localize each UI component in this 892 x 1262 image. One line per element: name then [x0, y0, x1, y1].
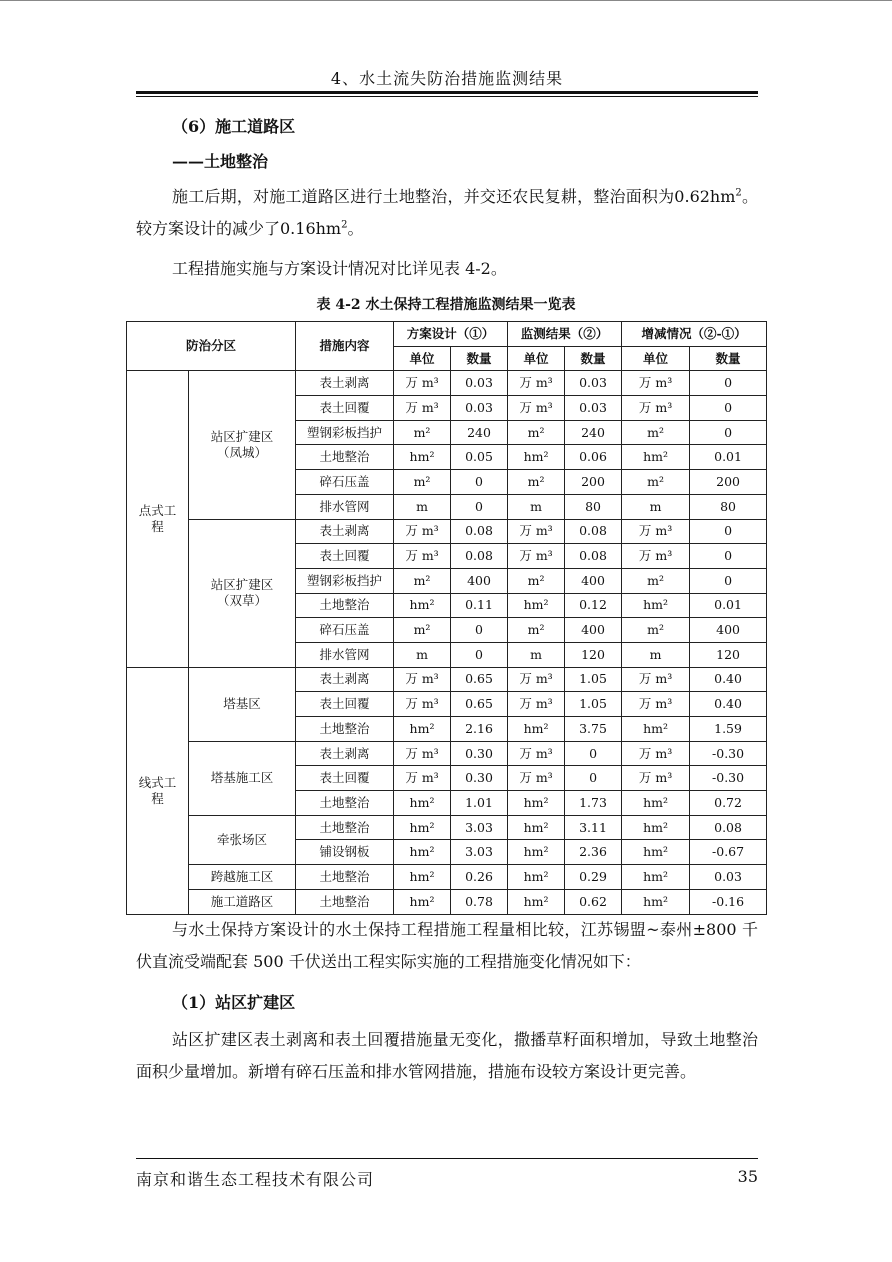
design-unit-cell: hm²	[394, 840, 451, 865]
monitor-unit-cell: 万 m³	[508, 396, 565, 421]
design-unit-cell: 万 m³	[394, 396, 451, 421]
change-qty-cell: 0	[690, 396, 767, 421]
header-rule-thick	[136, 91, 758, 94]
design-unit-cell: hm²	[394, 865, 451, 890]
table-row	[127, 865, 767, 890]
monitor-qty-cell: 0.03	[565, 371, 622, 396]
measure-cell: 塑钢彩板挡护	[296, 420, 394, 445]
monitor-qty-cell: 0	[565, 741, 622, 766]
table-row	[127, 519, 767, 544]
monitor-unit-cell: m²	[508, 618, 565, 643]
design-qty-cell: 0.11	[451, 593, 508, 618]
header-measure: 措施内容	[296, 322, 394, 371]
monitor-qty-cell: 400	[565, 618, 622, 643]
design-qty-cell: 0	[451, 618, 508, 643]
change-qty-cell: 0	[690, 544, 767, 569]
subzone-cell: 牵张场区	[189, 815, 296, 864]
change-unit-cell: 万 m³	[622, 741, 690, 766]
para1-text-a: 施工后期，对施工道路区进行土地整治，并交还农民复耕，整治面积为0.62hm	[172, 187, 736, 206]
change-qty-cell: 0.03	[690, 865, 767, 890]
footer-company: 南京和谐生态工程技术有限公司	[136, 1170, 375, 1189]
measure-cell: 表土回覆	[296, 544, 394, 569]
monitor-unit-cell: 万 m³	[508, 519, 565, 544]
header-change-qty: 数量	[690, 346, 767, 371]
change-qty-cell: 0	[690, 420, 767, 445]
measure-cell: 土地整治	[296, 865, 394, 890]
measure-cell: 排水管网	[296, 494, 394, 519]
paragraph-station-expansion: 站区扩建区表土剥离和表土回覆措施量无变化，撒播草籽面积增加，导致土地整治面积少量增加。新增有碎石压盖和排水管网措施，措施布设较方案设计更完善。	[136, 1030, 758, 1081]
subsection-heading: （1）站区扩建区	[172, 993, 296, 1012]
change-unit-cell: m²	[622, 618, 690, 643]
change-qty-cell: 0.40	[690, 692, 767, 717]
section-heading: （6）施工道路区	[172, 117, 296, 136]
change-qty-cell: 1.59	[690, 717, 767, 742]
subzone-cell: 施工道路区	[189, 889, 296, 914]
change-qty-cell: 80	[690, 494, 767, 519]
change-unit-cell: 万 m³	[622, 519, 690, 544]
change-qty-cell: -0.16	[690, 889, 767, 914]
paragraph-table-reference: 工程措施实施与方案设计情况对比详见表 4-2。	[172, 259, 507, 278]
change-qty-cell: -0.30	[690, 766, 767, 791]
design-unit-cell: hm²	[394, 889, 451, 914]
measure-cell: 表土剥离	[296, 741, 394, 766]
measure-cell: 表土剥离	[296, 519, 394, 544]
monitor-unit-cell: hm²	[508, 717, 565, 742]
design-unit-cell: 万 m³	[394, 519, 451, 544]
measure-cell: 碎石压盖	[296, 470, 394, 495]
monitor-qty-cell: 1.73	[565, 791, 622, 816]
change-unit-cell: m	[622, 494, 690, 519]
design-unit-cell: hm²	[394, 593, 451, 618]
subzone-cell: 跨越施工区	[189, 865, 296, 890]
monitor-unit-cell: 万 m³	[508, 544, 565, 569]
group-cell: 线式工程	[127, 667, 189, 914]
table-row	[127, 371, 767, 396]
design-qty-cell: 0	[451, 470, 508, 495]
table-row	[127, 667, 767, 692]
design-qty-cell: 0.05	[451, 445, 508, 470]
measure-cell: 土地整治	[296, 445, 394, 470]
monitor-unit-cell: m²	[508, 420, 565, 445]
monitor-unit-cell: m	[508, 642, 565, 667]
change-qty-cell: -0.30	[690, 741, 767, 766]
change-qty-cell: 0	[690, 568, 767, 593]
change-qty-cell: 120	[690, 642, 767, 667]
design-unit-cell: m	[394, 642, 451, 667]
header-design-qty: 数量	[451, 346, 508, 371]
design-unit-cell: 万 m³	[394, 741, 451, 766]
header-design-unit: 单位	[394, 346, 451, 371]
change-unit-cell: m²	[622, 568, 690, 593]
measure-cell: 表土回覆	[296, 396, 394, 421]
change-qty-cell: 0.40	[690, 667, 767, 692]
design-qty-cell: 240	[451, 420, 508, 445]
design-qty-cell: 0	[451, 642, 508, 667]
change-unit-cell: 万 m³	[622, 692, 690, 717]
header-monitor-unit: 单位	[508, 346, 565, 371]
monitor-unit-cell: hm²	[508, 889, 565, 914]
monitor-qty-cell: 0.06	[565, 445, 622, 470]
design-unit-cell: m²	[394, 420, 451, 445]
measure-cell: 土地整治	[296, 889, 394, 914]
change-unit-cell: hm²	[622, 593, 690, 618]
change-qty-cell: -0.67	[690, 840, 767, 865]
design-qty-cell: 0.08	[451, 544, 508, 569]
page-top-border	[0, 0, 892, 1]
design-unit-cell: hm²	[394, 791, 451, 816]
measure-cell: 表土剥离	[296, 667, 394, 692]
design-unit-cell: m²	[394, 470, 451, 495]
change-unit-cell: 万 m³	[622, 371, 690, 396]
monitor-qty-cell: 0.03	[565, 396, 622, 421]
change-unit-cell: hm²	[622, 791, 690, 816]
measures-table	[126, 321, 767, 915]
design-qty-cell: 0.78	[451, 889, 508, 914]
measure-cell: 铺设钢板	[296, 840, 394, 865]
monitor-unit-cell: hm²	[508, 815, 565, 840]
monitor-unit-cell: hm²	[508, 791, 565, 816]
design-qty-cell: 0.03	[451, 396, 508, 421]
monitor-qty-cell: 240	[565, 420, 622, 445]
table-row	[127, 741, 767, 766]
monitor-qty-cell: 0.62	[565, 889, 622, 914]
change-unit-cell: m²	[622, 420, 690, 445]
monitor-unit-cell: 万 m³	[508, 692, 565, 717]
change-qty-cell: 0.01	[690, 445, 767, 470]
monitor-qty-cell: 2.36	[565, 840, 622, 865]
design-qty-cell: 1.01	[451, 791, 508, 816]
measure-cell: 表土剥离	[296, 371, 394, 396]
design-qty-cell: 0.03	[451, 371, 508, 396]
change-unit-cell: 万 m³	[622, 766, 690, 791]
change-unit-cell: 万 m³	[622, 396, 690, 421]
monitor-unit-cell: hm²	[508, 840, 565, 865]
change-qty-cell: 0	[690, 371, 767, 396]
monitor-qty-cell: 3.75	[565, 717, 622, 742]
header-design: 方案设计（①）	[394, 322, 508, 347]
header-change-unit: 单位	[622, 346, 690, 371]
table-caption: 表 4-2 水土保持工程措施监测结果一览表	[316, 297, 576, 313]
design-unit-cell: m²	[394, 618, 451, 643]
para1-sup-1: 2	[735, 187, 742, 199]
measure-cell: 土地整治	[296, 791, 394, 816]
design-qty-cell: 0.08	[451, 519, 508, 544]
para1-text-b: 。较方案设计的减少了0.16hm	[136, 187, 758, 238]
group-cell: 点式工程	[127, 371, 189, 667]
table-row	[127, 815, 767, 840]
monitor-qty-cell: 0.08	[565, 544, 622, 569]
monitor-qty-cell: 0.29	[565, 865, 622, 890]
design-qty-cell: 3.03	[451, 815, 508, 840]
change-unit-cell: hm²	[622, 445, 690, 470]
design-unit-cell: 万 m³	[394, 692, 451, 717]
monitor-unit-cell: hm²	[508, 593, 565, 618]
monitor-unit-cell: 万 m³	[508, 766, 565, 791]
design-unit-cell: 万 m³	[394, 667, 451, 692]
subzone-cell: 站区扩建区（凤城）	[189, 371, 296, 519]
design-unit-cell: 万 m³	[394, 766, 451, 791]
measure-cell: 塑钢彩板挡护	[296, 568, 394, 593]
monitor-unit-cell: m	[508, 494, 565, 519]
monitor-unit-cell: m²	[508, 568, 565, 593]
design-qty-cell: 0.65	[451, 667, 508, 692]
monitor-qty-cell: 1.05	[565, 692, 622, 717]
monitor-unit-cell: 万 m³	[508, 741, 565, 766]
monitor-qty-cell: 400	[565, 568, 622, 593]
measure-cell: 碎石压盖	[296, 618, 394, 643]
change-qty-cell: 0.08	[690, 815, 767, 840]
change-qty-cell: 400	[690, 618, 767, 643]
monitor-qty-cell: 120	[565, 642, 622, 667]
paragraph-comparison: 与水土保持方案设计的水土保持工程措施工程量相比较，江苏锡盟~泰州±800 千伏直流受端配套 500 千伏送出工程实际实施的工程措施变化情况如下：	[136, 920, 758, 971]
running-header: 4、水土流失防治措施监测结果	[330, 69, 564, 88]
subzone-cell: 塔基区	[189, 667, 296, 741]
footer-rule	[136, 1158, 758, 1159]
para1-text-c: 。	[347, 219, 364, 238]
monitor-unit-cell: m²	[508, 470, 565, 495]
monitor-qty-cell: 0.08	[565, 519, 622, 544]
design-unit-cell: m	[394, 494, 451, 519]
monitor-qty-cell: 3.11	[565, 815, 622, 840]
header-rule-thin	[136, 96, 758, 97]
monitor-unit-cell: 万 m³	[508, 667, 565, 692]
section-subheading: ——土地整治	[172, 152, 269, 171]
design-qty-cell: 0	[451, 494, 508, 519]
change-qty-cell: 0.72	[690, 791, 767, 816]
measure-cell: 排水管网	[296, 642, 394, 667]
design-qty-cell: 3.03	[451, 840, 508, 865]
monitor-qty-cell: 0.12	[565, 593, 622, 618]
design-qty-cell: 2.16	[451, 717, 508, 742]
design-unit-cell: hm²	[394, 445, 451, 470]
design-qty-cell: 0.65	[451, 692, 508, 717]
measure-cell: 表土回覆	[296, 766, 394, 791]
header-monitor: 监测结果（②）	[508, 322, 622, 347]
subzone-cell: 塔基施工区	[189, 741, 296, 815]
design-qty-cell: 0.30	[451, 741, 508, 766]
measure-cell: 土地整治	[296, 593, 394, 618]
measure-cell: 土地整治	[296, 717, 394, 742]
measure-cell: 表土回覆	[296, 692, 394, 717]
change-unit-cell: 万 m³	[622, 544, 690, 569]
page-number: 35	[737, 1167, 758, 1186]
header-monitor-qty: 数量	[565, 346, 622, 371]
monitor-unit-cell: 万 m³	[508, 371, 565, 396]
design-unit-cell: 万 m³	[394, 544, 451, 569]
monitor-qty-cell: 1.05	[565, 667, 622, 692]
subzone-cell: 站区扩建区（双草）	[189, 519, 296, 667]
monitor-unit-cell: hm²	[508, 865, 565, 890]
change-unit-cell: hm²	[622, 889, 690, 914]
change-unit-cell: hm²	[622, 840, 690, 865]
header-zone: 防治分区	[127, 322, 296, 371]
para1-sup-2: 2	[341, 219, 348, 231]
change-unit-cell: m²	[622, 470, 690, 495]
design-qty-cell: 400	[451, 568, 508, 593]
header-change: 增减情况（②-①）	[622, 322, 767, 347]
change-qty-cell: 0.01	[690, 593, 767, 618]
change-unit-cell: hm²	[622, 717, 690, 742]
change-qty-cell: 200	[690, 470, 767, 495]
design-unit-cell: hm²	[394, 717, 451, 742]
design-qty-cell: 0.26	[451, 865, 508, 890]
monitor-qty-cell: 200	[565, 470, 622, 495]
monitor-qty-cell: 80	[565, 494, 622, 519]
design-unit-cell: m²	[394, 568, 451, 593]
paragraph-land-reclamation	[136, 181, 758, 245]
change-unit-cell: hm²	[622, 815, 690, 840]
measure-cell: 土地整治	[296, 815, 394, 840]
design-unit-cell: 万 m³	[394, 371, 451, 396]
design-qty-cell: 0.30	[451, 766, 508, 791]
design-unit-cell: hm²	[394, 815, 451, 840]
table-body	[127, 371, 767, 914]
change-unit-cell: 万 m³	[622, 667, 690, 692]
change-unit-cell: m	[622, 642, 690, 667]
change-unit-cell: hm²	[622, 865, 690, 890]
monitor-unit-cell: hm²	[508, 445, 565, 470]
change-qty-cell: 0	[690, 519, 767, 544]
table-row	[127, 889, 767, 914]
monitor-qty-cell: 0	[565, 766, 622, 791]
